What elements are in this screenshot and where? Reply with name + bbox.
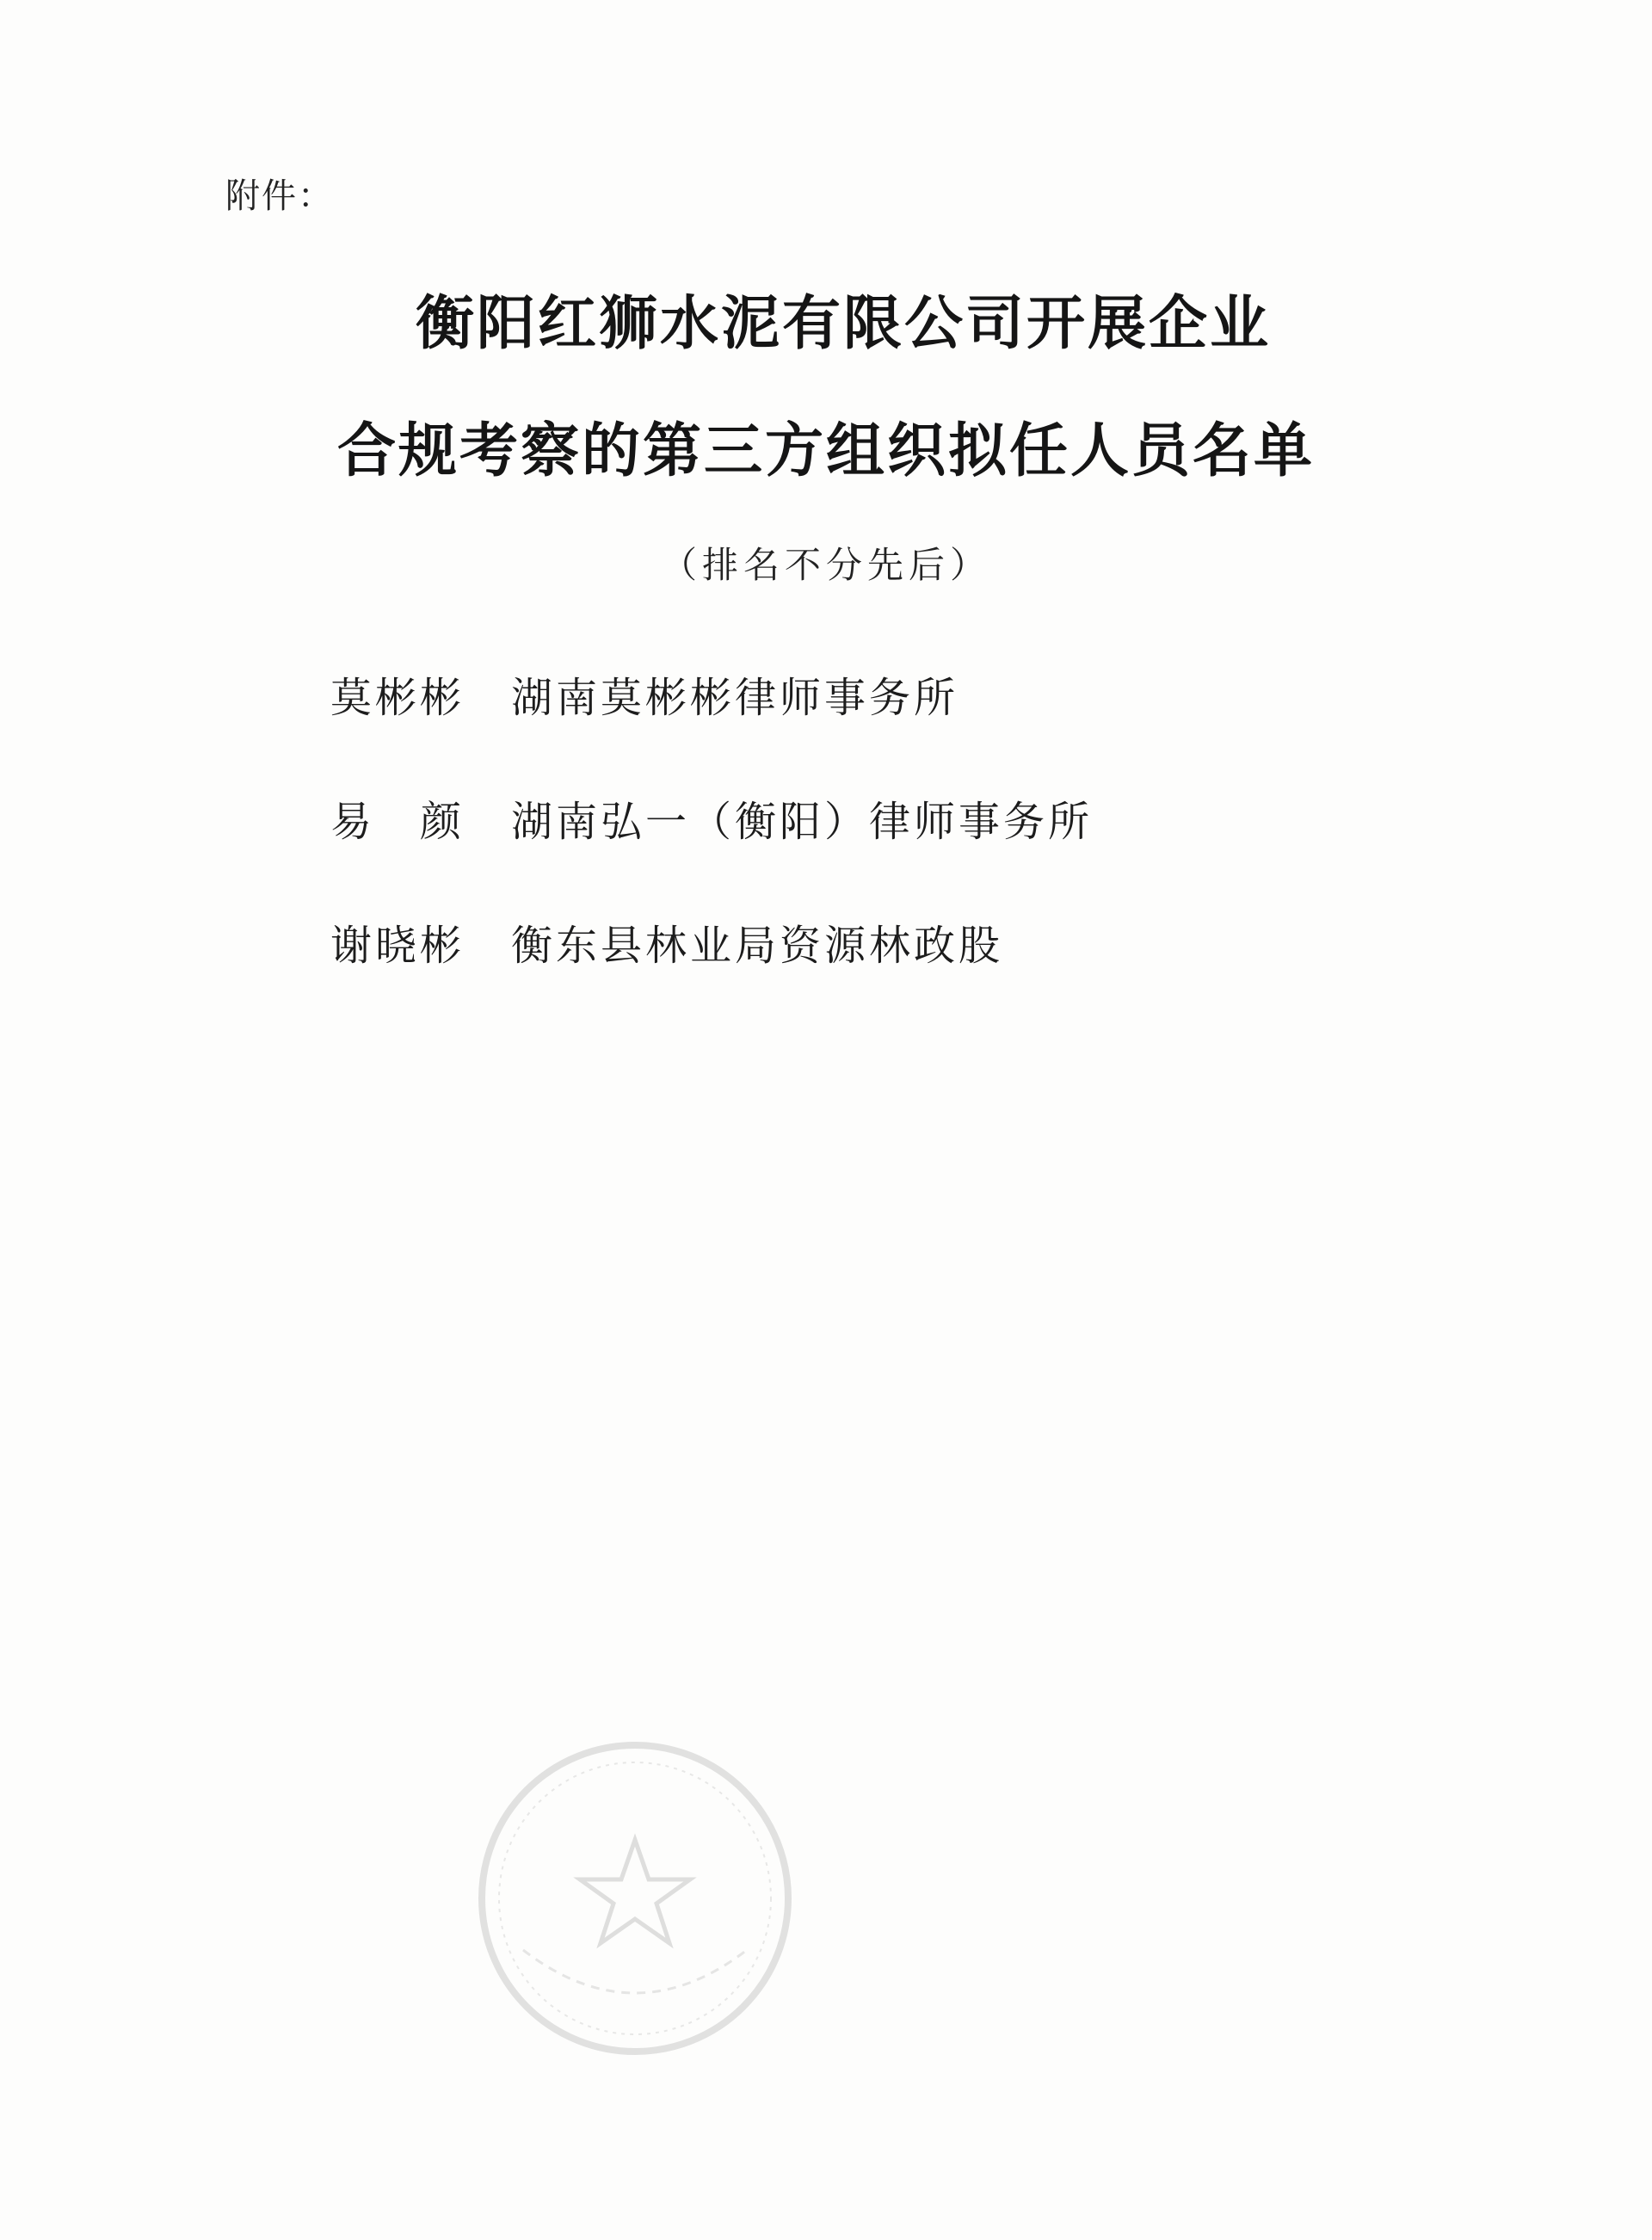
member-name: 易 颜 [330,798,465,846]
member-row [330,788,1535,912]
member-list [330,664,1535,1036]
document-title-line-2: 合规考察的第三方组织拟任人员名单 [336,417,1315,485]
member-row [330,664,1535,788]
member-organization: 湖南弘一（衡阳）律师事务所 [511,798,1094,846]
document-title-line-1: 衡阳红狮水泥有限公司开展企业 [415,290,1271,358]
star-seal-icon [472,1735,798,2062]
attachment-label: 附件： [225,176,334,216]
member-organization: 湖南莫彬彬律师事务所 [511,674,959,722]
member-row [330,912,1535,1036]
member-name: 谢晓彬 [330,922,465,970]
member-name: 莫彬彬 [330,674,465,722]
document-subtitle: （排名不分先后） [660,544,991,586]
member-organization: 衡东县林业局资源林政股 [511,922,1004,970]
